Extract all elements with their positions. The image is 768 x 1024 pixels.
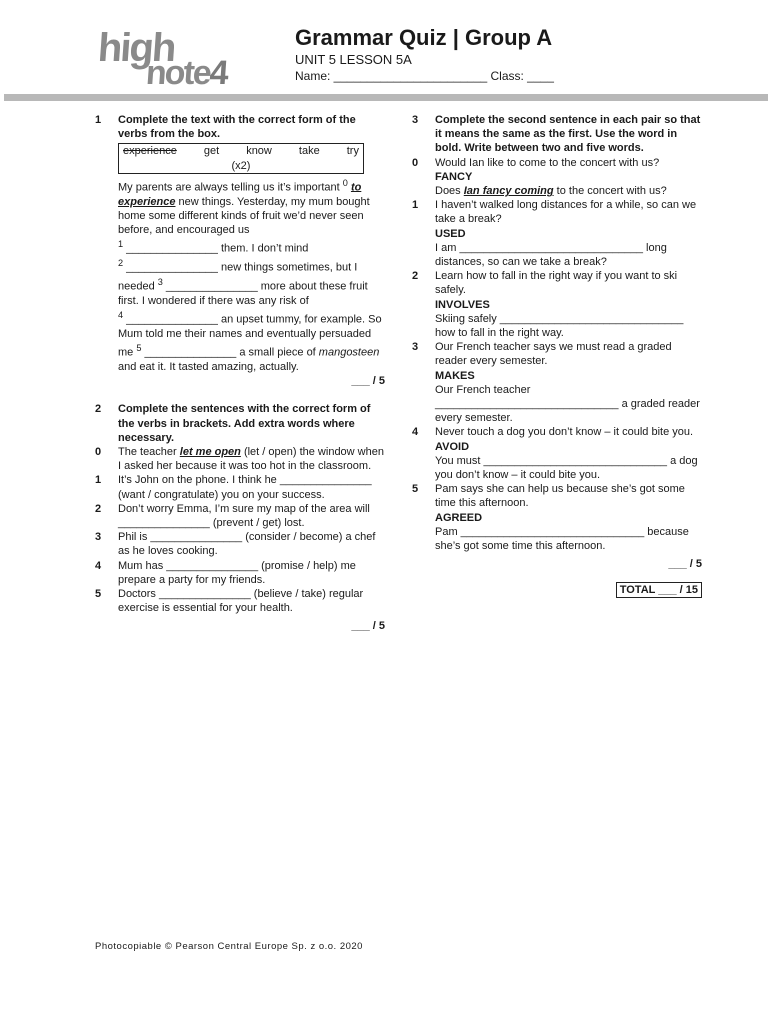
exercise-number: 1 — [95, 114, 102, 126]
box-word: know — [246, 145, 272, 158]
exercise-2 — [95, 402, 385, 633]
keyword: FANCY — [435, 170, 473, 183]
exercise-number: 3 — [412, 114, 419, 126]
list-item: 2 Learn how to fall in the right way if you want to ski safely. INVOLVES Skiing safely ______________________________ how to fall in the right way. — [412, 269, 702, 340]
name-class-line: Name: _______________________ Class: ____ — [295, 69, 554, 83]
list-item: 2 Don’t worry Emma, I’m sure my map of the area will _______________ (prevent / get) lost. — [95, 502, 370, 530]
exercise-instruction: Complete the text with the correct form of the verbs from the box. — [118, 114, 356, 141]
exercise-text: My parents are always telling us it’s important $^0$ to experience new things. Yesterday, my mum bought home some different kinds of fruit we’d never seen before, and encouraged us $^1$ _______________ them. I don’t mind $^2$ _______________ new things sometimes, but I needed $^3$ _______________ more about these fruit first. I wondered if there was any risk of $^4$ _______________ an upset tummy, for example. So Mum told me their names and eventually persuaded me $^5$ _______________ a small piece of mangosteen and eat it. It tasted amazing, actually. — [118, 177, 382, 373]
keyword: MAKES — [435, 369, 475, 382]
list-item: 5 Pam says she can help us because she’s got some time this afternoon. AGREED Pam ______________________________ because she’s got some time this afternoon. — [412, 482, 702, 553]
left-column — [95, 113, 385, 634]
exercise-3 — [412, 113, 702, 598]
score-box: ___ / 5 — [668, 558, 702, 571]
list-item: 0 Would Ian like to come to the concert with us? FANCY Does Ian fancy coming to the concert with us? — [412, 156, 702, 199]
page-title: Grammar Quiz | Group A — [295, 25, 553, 50]
keyword: USED — [435, 227, 466, 240]
list-item: 1 I haven’t walked long distances for a while, so can we take a break? USED I am ______________________________ long distances, so can we take a break? — [412, 198, 702, 269]
exercise-number: 2 — [95, 403, 102, 416]
list-item: 1 It’s John on the phone. I think he _______________ (want / congratulate) you on your success. — [95, 474, 372, 501]
box-word: try — [346, 145, 359, 158]
score-box: ___ / 5 — [351, 620, 385, 633]
header-divider-bar — [4, 94, 768, 101]
list-item: 4 Mum has _______________ (promise / help) me prepare a party for my friends. — [95, 559, 356, 586]
box-word: get — [203, 145, 220, 158]
right-column — [412, 113, 702, 598]
high-note-logo — [98, 28, 238, 90]
box-note: (x2) — [231, 159, 251, 172]
exercise-1 — [95, 113, 385, 388]
total-score-box: TOTAL ___ / 15 — [616, 582, 702, 598]
logo-line1: high — [96, 26, 176, 70]
keyword: AVOID — [435, 440, 470, 453]
list-item: 4 Never touch a dog you don’t know – it could bite you. AVOID You must ______________________________ a dog you don’t know – it could bite you. — [412, 425, 702, 482]
list-item: 5 Doctors _______________ (believe / take) regular exercise is essential for your health. — [95, 588, 364, 615]
score-box: ___ / 5 — [351, 375, 385, 388]
keyword: AGREED — [435, 511, 483, 524]
footer-copyright: Photocopiable © Pearson Central Europe Sp. z o.o. 2020 — [95, 941, 363, 952]
list-item: 0 The teacher let me open (let / open) the window when I asked her because it was too hot in the classroom. — [95, 446, 384, 473]
box-word: take — [298, 145, 320, 158]
list-item: 3 Our French teacher says we must read a graded reader every semester. MAKES Our French teacher ______________________________ a graded reader every semester. — [412, 340, 702, 425]
exercise-instruction: Complete the sentences with the correct form of the verbs in brackets. Add extra words where necessary. — [118, 403, 371, 444]
logo-line2: note4 — [144, 54, 229, 92]
word-box — [118, 143, 364, 173]
box-word: experience — [123, 145, 177, 158]
page-subtitle: UNIT 5 LESSON 5A — [295, 52, 412, 67]
list-item: 3 Phil is _______________ (consider / become) a chef as he loves cooking. — [95, 531, 376, 558]
keyword: INVOLVES — [435, 298, 490, 311]
exercise-instruction: Complete the second sentence in each pair so that it means the same as the first. Use the word in bold. Write between two and five words. — [435, 114, 701, 155]
